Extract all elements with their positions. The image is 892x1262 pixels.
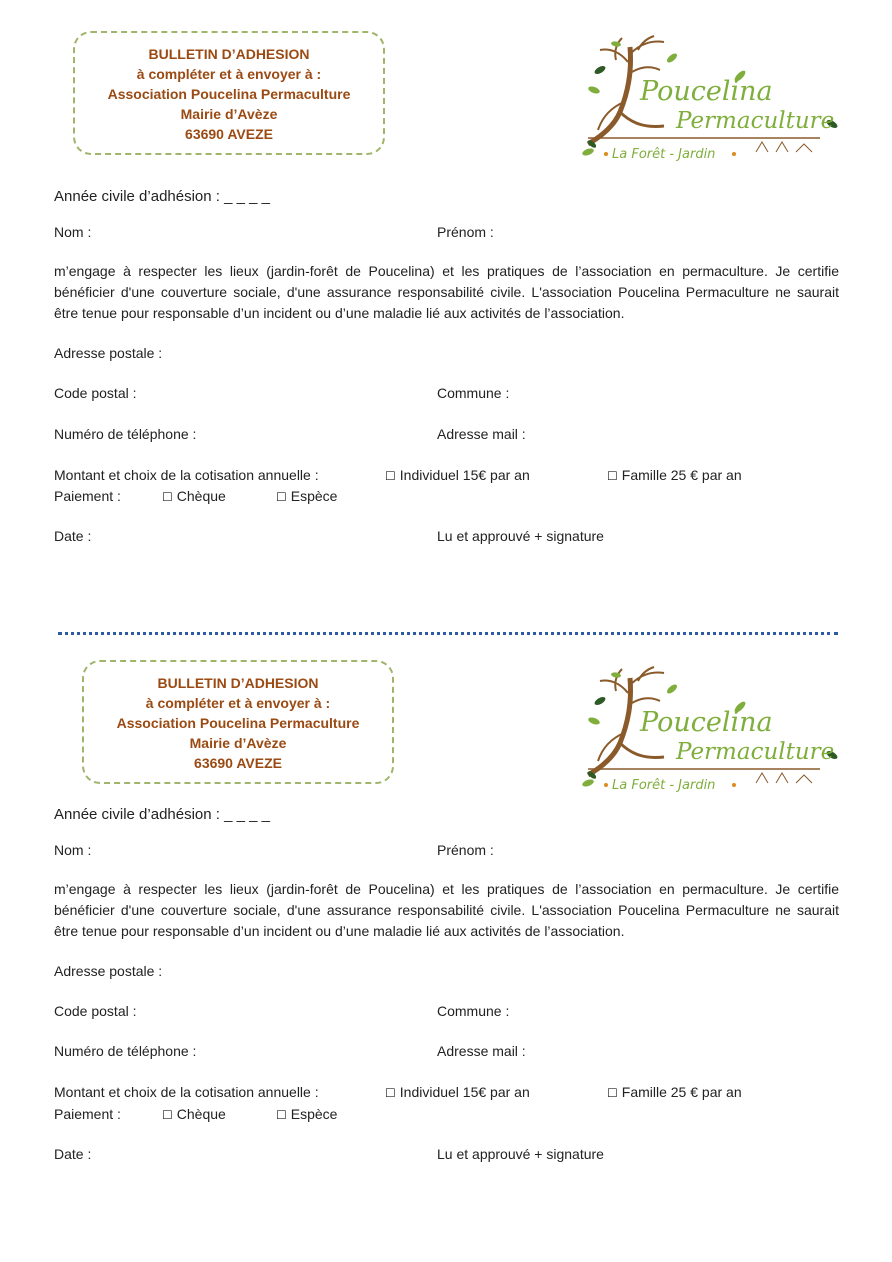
box-instruction: à compléter et à envoyer à : [136,66,322,82]
option-espece-label: Espèce [290,1106,338,1122]
box-mairie: Mairie d’Avèze [180,106,278,122]
option-famille-label: Famille 25 € par an [621,467,742,483]
year-field: Année civile d’adhésion : _ _ _ _ [54,806,270,823]
tree-logo-icon [580,32,842,164]
nom-field: Nom : [54,842,92,858]
option-individuel[interactable] [385,467,530,483]
checkbox-icon[interactable]: ☐ [607,1086,618,1100]
option-cheque-label: Chèque [176,1106,226,1122]
option-famille[interactable] [607,1084,742,1100]
option-famille[interactable] [607,467,742,483]
telephone-field: Numéro de téléphone : [54,426,197,442]
montant-label: Montant et choix de la cotisation annuelle : [54,467,319,483]
checkbox-icon[interactable]: ☐ [276,490,287,504]
box-title: BULLETIN D’ADHESION [148,46,310,62]
option-individuel[interactable] [385,1084,530,1100]
poucelina-logo [580,32,842,164]
box-association: Association Poucelina Permaculture [116,715,360,731]
signature-field: Lu et approuvé + signature [437,1146,604,1162]
mail-field: Adresse mail : [437,426,526,442]
montant-label: Montant et choix de la cotisation annuelle : [54,1084,319,1100]
date-field: Date : [54,528,92,544]
paiement-label: Paiement : [54,488,121,504]
membership-form-2 [0,629,892,1229]
engagement-text: m’engage à respecter les lieux (jardin-forêt de Poucelina) et les pratiques de l’association en permaculture. Je certifie bénéficier d'une couverture sociale, d'une assurance responsabilité civile. L'association Poucelina Permaculture ne saurait être tenue pour responsable d’un incident ou d’une maladie lié aux activités de l’association. [54,263,839,321]
mail-field: Adresse mail : [437,1043,526,1059]
option-individuel-label: Individuel 15€ par an [399,467,530,483]
code-postal-field: Code postal : [54,385,137,401]
box-title: BULLETIN D’ADHESION [157,675,319,691]
poucelina-logo [580,663,842,795]
date-field: Date : [54,1146,92,1162]
adresse-field: Adresse postale : [54,963,163,979]
option-famille-label: Famille 25 € par an [621,1084,742,1100]
option-espece[interactable] [276,1106,337,1122]
telephone-field: Numéro de téléphone : [54,1043,197,1059]
engagement-text: m’engage à respecter les lieux (jardin-forêt de Poucelina) et les pratiques de l’association en permaculture. Je certifie bénéficier d'une couverture sociale, d'une assurance responsabilité civile. L'association Poucelina Permaculture ne saurait être tenue pour responsable d’un incident ou d’une maladie lié aux activités de l’association. [54,881,839,939]
svg-text:La Forêt - Jardin: La Forêt - Jardin [612,147,716,162]
svg-text:Poucelina: Poucelina [640,76,773,107]
checkbox-icon[interactable]: ☐ [607,469,618,483]
prenom-field: Prénom : [437,224,494,240]
box-city: 63690 AVEZE [194,755,282,771]
checkbox-icon[interactable]: ☐ [162,1108,173,1122]
box-city: 63690 AVEZE [185,126,273,142]
svg-text:Permaculture: Permaculture [676,108,835,134]
address-box [82,660,394,784]
option-espece[interactable] [276,488,337,504]
commune-field: Commune : [437,1003,510,1019]
checkbox-icon[interactable]: ☐ [276,1108,287,1122]
option-cheque[interactable] [162,1106,226,1122]
paiement-label: Paiement : [54,1106,121,1122]
checkbox-icon[interactable]: ☐ [162,490,173,504]
code-postal-field: Code postal : [54,1003,137,1019]
address-box [73,31,385,155]
nom-field: Nom : [54,224,92,240]
box-mairie: Mairie d’Avèze [189,735,287,751]
box-instruction: à compléter et à envoyer à : [145,695,331,711]
checkbox-icon[interactable]: ☐ [385,469,396,483]
svg-text:La Forêt - Jardin: La Forêt - Jardin [612,778,716,793]
checkbox-icon[interactable]: ☐ [385,1086,396,1100]
option-cheque[interactable] [162,488,226,504]
year-field: Année civile d’adhésion : _ _ _ _ [54,188,270,205]
svg-text:Permaculture: Permaculture [676,739,835,765]
box-association: Association Poucelina Permaculture [107,86,351,102]
option-cheque-label: Chèque [176,488,226,504]
commune-field: Commune : [437,385,510,401]
tree-logo-icon [580,663,842,795]
prenom-field: Prénom : [437,842,494,858]
option-individuel-label: Individuel 15€ par an [399,1084,530,1100]
signature-field: Lu et approuvé + signature [437,528,604,544]
adresse-field: Adresse postale : [54,345,163,361]
svg-text:Poucelina: Poucelina [640,707,773,738]
membership-form-1 [0,0,892,600]
option-espece-label: Espèce [290,488,338,504]
